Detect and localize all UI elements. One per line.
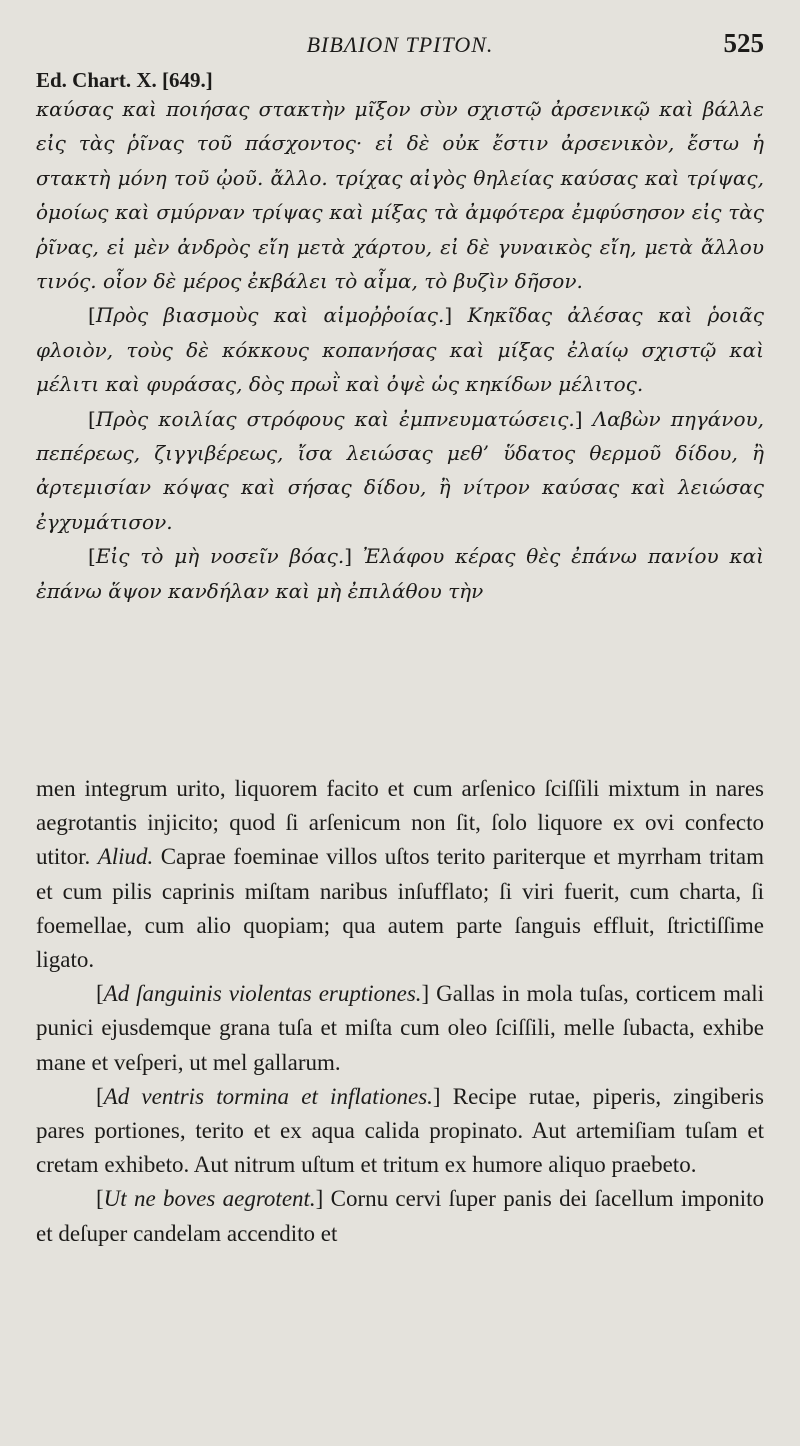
latin-text-3: Recipe rutae, piperis, zingiberis pares portiones, terito et ex aqua calida propinato. Aut artemiſiam tuſam et cretam exhibeto. Aut nitrum uſtum et tritum ex humore aliquo praebeto. [36, 1083, 765, 1178]
greek-text-4: Ἐλάφου κέρας θὲς ἐπάνω πανίου καὶ ἐπάνω ἅψον κανδήλαν καὶ μὴ ἐπιλάθου τὴν [36, 544, 764, 603]
greek-paragraph-2 [36, 298, 764, 401]
bracket-close: ] [574, 406, 583, 431]
latin-heading-4: Ut ne boves aegrotent. [103, 1186, 316, 1212]
bracket-open: [ [96, 1083, 104, 1109]
latin-paragraph-1 [36, 772, 764, 977]
latin-text-1a: men integrum urito, liquorem facito et cum arſenico ſciſſili mixtum in nares aegrotantis injicito; quod ſi arſenicum non ſit, ſolo liquore ex ovi confecto utitor. [36, 776, 764, 870]
latin-paragraph-2 [36, 977, 764, 1080]
greek-text-3: Λαβὼν πηγάνου, πεπέρεως, ζιγγιβέρεως, ἴσα λειώσας μεθ’ ὕδατος θερμοῦ δίδου, ἢ ἀρτεμισίαν κόψας καὶ σήσας δίδου, ἢ νίτρον καύσας καὶ λειώσας ἐγχυμάτισον. [36, 406, 764, 534]
bracket-open: [ [96, 1186, 104, 1212]
running-title: BIBΛION TPITON. [306, 32, 494, 57]
latin-paragraph-3 [36, 1080, 764, 1183]
latin-text-1b: Caprae foeminae villos uſtos terito pariterque et myrrham tritam et cum pilis caprinis miſtam naribus inſufflato; ſi viri fuerit, cum charta, ſi foemellae, cum alio quopiam; qua autem parte ſanguis effluit, ſtrictiſſime ligato. [36, 844, 765, 973]
bracket-close: ] [344, 544, 352, 569]
latin-paragraph-4 [36, 1182, 764, 1250]
edition-note: Ed. Chart. X. [649.] [36, 68, 213, 92]
latin-heading-2: Ad ſanguinis violentas eruptiones. [103, 981, 422, 1007]
greek-heading-4: Εἰς τὸ μὴ νοσεῖν βόας. [95, 544, 345, 569]
bracket-open: [ [96, 981, 104, 1007]
page-number: 525 [723, 28, 764, 58]
bracket-open: [ [88, 303, 96, 328]
latin-text-4: Cornu cervi ſuper panis dei ſacellum imponito et deſuper candelam accendito et [36, 1186, 764, 1246]
bracket-close: ] [421, 981, 430, 1007]
latin-aliud: Aliud. [97, 844, 154, 870]
bracket-close: ] [432, 1083, 441, 1109]
bracket-close: ] [444, 303, 453, 328]
greek-heading-3: Πρὸς κοιλίας στρόφους καὶ ἐμπνευματώσεις. [95, 406, 575, 431]
latin-text-2: Gallas in mola tuſas, corticem mali punici ejusdemque grana tuſa et miſta cum oleo ſciſſili, melle ſubacta, exhibe mane et veſperi, ut mel gallarum. [36, 981, 764, 1075]
latin-text-block [36, 772, 764, 1251]
greek-text-block [36, 92, 764, 608]
greek-text-2: Κηκῖδας ἀλέσας καὶ ῥοιᾶς φλοιὸν, τοὺς δὲ κόκκους κοπανήσας καὶ μίξας ἐλαίῳ σχιστῷ καὶ μέλιτι καὶ φυράσας, δὸς πρωῒ καὶ ὀψὲ ὡς κηκίδων μέλιτος. [36, 303, 764, 397]
bracket-open: [ [88, 544, 96, 569]
bracket-close: ] [315, 1186, 324, 1212]
latin-heading-3: Ad ventris tormina et inflationes. [103, 1083, 433, 1109]
running-head [36, 28, 764, 64]
greek-paragraph-3 [36, 402, 764, 540]
bracket-open: [ [88, 406, 96, 431]
greek-paragraph-1: καύσας καὶ ποιήσας στακτὴν μῖξον σὺν σχιστῷ ἀρσενικῷ καὶ βάλλε εἰς τὰς ῥῖνας τοῦ πάσχοντος· εἰ δὲ οὐκ ἔστιν ἀρσενικὸν, ἔστω ἡ στακτὴ μόνη τοῦ ᾠοῦ. ἄλλο. τρίχας αἰγὸς θηλείας καύσας καὶ τρίψας, ὁμοίως καὶ σμύρναν τρίψας καὶ μίξας τὰ ἀμφότερα ἐμφύσησον εἰς τὰς ῥῖνας, εἰ μὲν ἀνδρὸς εἴη μετὰ χάρτου, εἰ δὲ γυναικὸς εἴη, μετὰ ἄλλου τινός. οἷον δὲ μέρος ἐκβάλει τὸ αἷμα, τὸ βυζὶν δῆσον. [36, 97, 764, 294]
greek-heading-2: Πρὸς βιασμοὺς καὶ αἱμοῤῥοίας. [95, 303, 445, 328]
greek-paragraph-4 [36, 539, 764, 608]
